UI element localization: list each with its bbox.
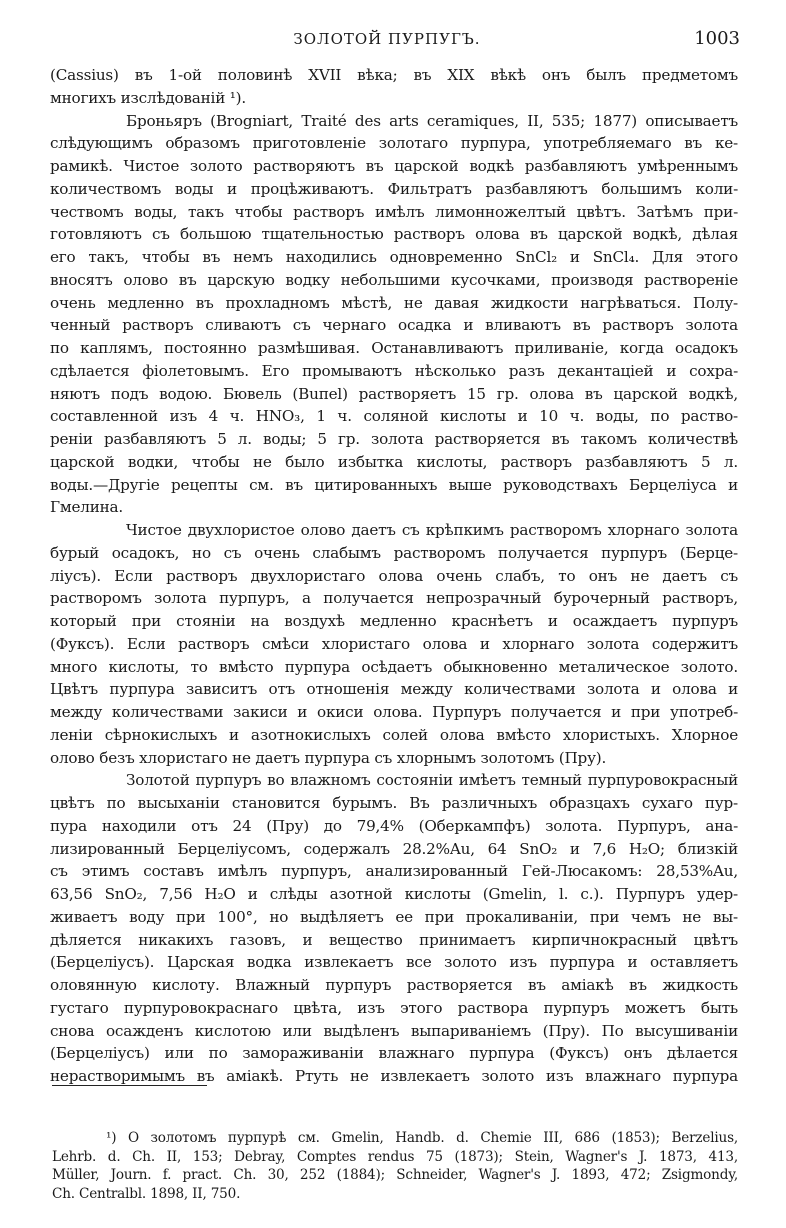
text-line: чествомъ воды, такъ чтобы растворъ имѣлъ лимонножелтый цвѣтъ. Затѣмъ при- [50, 202, 738, 221]
text-line: бурый осадокъ, но съ очень слабымъ растворомъ получается пурпуръ (Берце- [50, 543, 738, 562]
text-line: Цвѣтъ пурпура зависитъ отъ отношенія между количествами золота и олова и [50, 680, 738, 699]
footnote-line: ¹) О золотомъ пурпурѣ см. Gmelin, Handb. d. Chemie III, 686 (1853); Berzelius, [106, 1130, 738, 1146]
footnote-separator [52, 1085, 207, 1086]
text-line: Золотой пурпуръ во влажномъ состояніи имѣетъ темный пурпуровокрасный [126, 771, 738, 790]
text-line: съ этимъ составъ имѣлъ пурпуръ, анализированный Гей-Люсакомъ: 28,53%Au, [50, 862, 738, 881]
text-line: очень медленно въ прохладномъ мѣстѣ, не давая жидкости нагрѣваться. Полу- [50, 293, 738, 312]
text-line: дѣляется никакихъ газовъ, и вещество принимаетъ кирпичнокрасный цвѣтъ [50, 930, 738, 949]
text-line: ліусъ). Если растворъ двухлористаго олова очень слабъ, то онъ не даетъ съ [50, 566, 738, 585]
footnote-line: Lehrb. d. Ch. II, 153; Debray, Comptes rendus 75 (1873); Stein, Wagner's J. 1873, 413, [52, 1148, 738, 1165]
footnotes [52, 1129, 738, 1203]
text-line: который при стояніи на воздухѣ медленно краснѣетъ и осаждаетъ пурпуръ [50, 612, 738, 630]
footnote-line: Ch. Centralbl. 1898, II, 750. [52, 1185, 241, 1202]
running-title: ЗОЛОТОЙ ПУРПУГЪ. [293, 30, 481, 48]
text-line: (Берцеліусъ). Царская водка извлекаетъ все золото изъ пурпура и оставляетъ [50, 953, 738, 972]
text-line: много кислоты, то вмѣсто пурпура осѣдаетъ обыкновенно металическое золото. [50, 657, 738, 676]
text-line: (Берцеліусъ) или по замораживаніи влажнаго пурпура (Фуксъ) онъ дѣлается [50, 1044, 738, 1063]
text-line: вносятъ олово въ царскую водку небольшими кусочками, производя раствореніе [50, 270, 738, 289]
paragraph [50, 110, 738, 520]
text-line: сдѣлается фіолетовымъ. Его промываютъ нѣсколько разъ декантаціей и сохра- [50, 361, 738, 380]
text-line: по каплямъ, постоянно размѣшивая. Останавливаютъ приливаніе, когда осадокъ [50, 339, 738, 357]
paragraph [50, 519, 738, 769]
body-text [50, 64, 738, 1088]
text-line: Гмелина. [50, 498, 124, 517]
footnote [52, 1129, 738, 1203]
text-line: леніи сѣрнокислыхъ и азотнокислыхъ солей олова вмѣсто хлористыхъ. Хлорное [50, 725, 738, 744]
text-line: Чистое двухлористое олово даетъ съ крѣпкимъ растворомъ хлорнаго золота [126, 521, 738, 539]
text-line: ченный растворъ сливаютъ съ чернаго осадка и вливаютъ въ растворъ золота [50, 316, 738, 335]
text-line: между количествами закиси и окиси олова. Пурпуръ получается и при употреб- [50, 703, 738, 721]
paragraph [50, 769, 738, 1088]
text-line: Броньяръ (Brogniart, Traité des arts ceramiques, II, 535; 1877) описываетъ [126, 111, 738, 130]
text-line: составленной изъ 4 ч. HNO₃, 1 ч. соляной кислоты и 10 ч. воды, по раство- [50, 407, 738, 426]
text-line: его такъ, чтобы въ немъ находились одновременно SnCl₂ и SnCl₄. Для этого [50, 248, 738, 266]
text-line: снова осажденъ кислотою или выдѣленъ выпариваніемъ (Пру). По высушиваніи [50, 1021, 738, 1040]
text-line: нерастворимымъ въ аміакѣ. Ртуть не извлекаетъ золото изъ влажнаго пурпура [50, 1067, 738, 1085]
text-line: цвѣтъ по высыханіи становится бурымъ. Въ различныхъ образцахъ сухаго пур- [50, 794, 738, 812]
text-line: количествомъ воды и процѣживаютъ. Фильтратъ разбавляютъ большимъ коли- [50, 179, 738, 198]
text-line: лизированный Берцеліусомъ, содержалъ 28.2%Au, 64 SnO₂ и 7,6 H₂O; близкій [50, 839, 738, 858]
text-line: олово безъ хлористаго не даетъ пурпура съ хлорнымъ золотомъ (Пру). [50, 748, 607, 767]
text-line: (Фуксъ). Если растворъ смѣси хлористаго олова и хлорнаго золота содержитъ [50, 634, 738, 653]
text-line: няютъ подъ водою. Бювель (Buпel) растворяетъ 15 гр. олова въ царской водкѣ, [50, 384, 738, 403]
page-number: 1003 [694, 28, 740, 49]
text-line: (Cassius) въ 1-ой половинѣ XVII вѣка; въ XIX вѣкѣ онъ былъ предметомъ [50, 66, 738, 84]
text-line: рамикѣ. Чистое золото растворяютъ въ царской водкѣ разбавляютъ умѣреннымъ [50, 157, 738, 175]
text-line: реніи разбавляютъ 5 л. воды; 5 гр. золота растворяется въ такомъ количествѣ [50, 430, 738, 448]
text-line: воды.—Другіе рецепты см. въ цитированныхъ выше руководствахъ Берцеліуса и [50, 475, 738, 494]
text-line: слѣдующимъ образомъ приготовленіе золотаго пурпура, употребляемаго въ ке- [50, 134, 738, 153]
paragraph [50, 64, 738, 110]
footnote-line: Müller, Journ. f. pract. Ch. 30, 252 (1884); Schneider, Wagner's J. 1893, 472; Zsigmondy, [52, 1167, 738, 1183]
text-line: густаго пурпуровокраснаго цвѣта, изъ этого раствора пурпуръ можетъ быть [50, 998, 738, 1017]
text-line: оловянную кислоту. Влажный пурпуръ растворяется въ аміакѣ въ жидкость [50, 976, 738, 994]
text-line: царской водки, чтобы не было избытка кислоты, растворъ разбавляютъ 5 л. [50, 452, 738, 471]
text-line: 63,56 SnO₂, 7,56 H₂O и слѣды азотной кислоты (Gmelin, l. c.). Пурпуръ удер- [50, 885, 738, 903]
text-line: растворомъ золота пурпуръ, а получается непрозрачный бурочерный растворъ, [50, 589, 738, 608]
text-line: многихъ изслѣдованій ¹). [50, 88, 247, 107]
text-line: живаетъ воду при 100°, но выдѣляетъ ее при прокаливаніи, при чемъ не вы- [50, 907, 738, 926]
text-line: пура находили отъ 24 (Пру) до 79,4% (Оберкампфъ) золота. Пурпуръ, ана- [50, 816, 738, 835]
text-line: готовляютъ съ большою тщательностью растворъ олова въ царской водкѣ, дѣлая [50, 225, 738, 244]
page-header [50, 30, 740, 52]
